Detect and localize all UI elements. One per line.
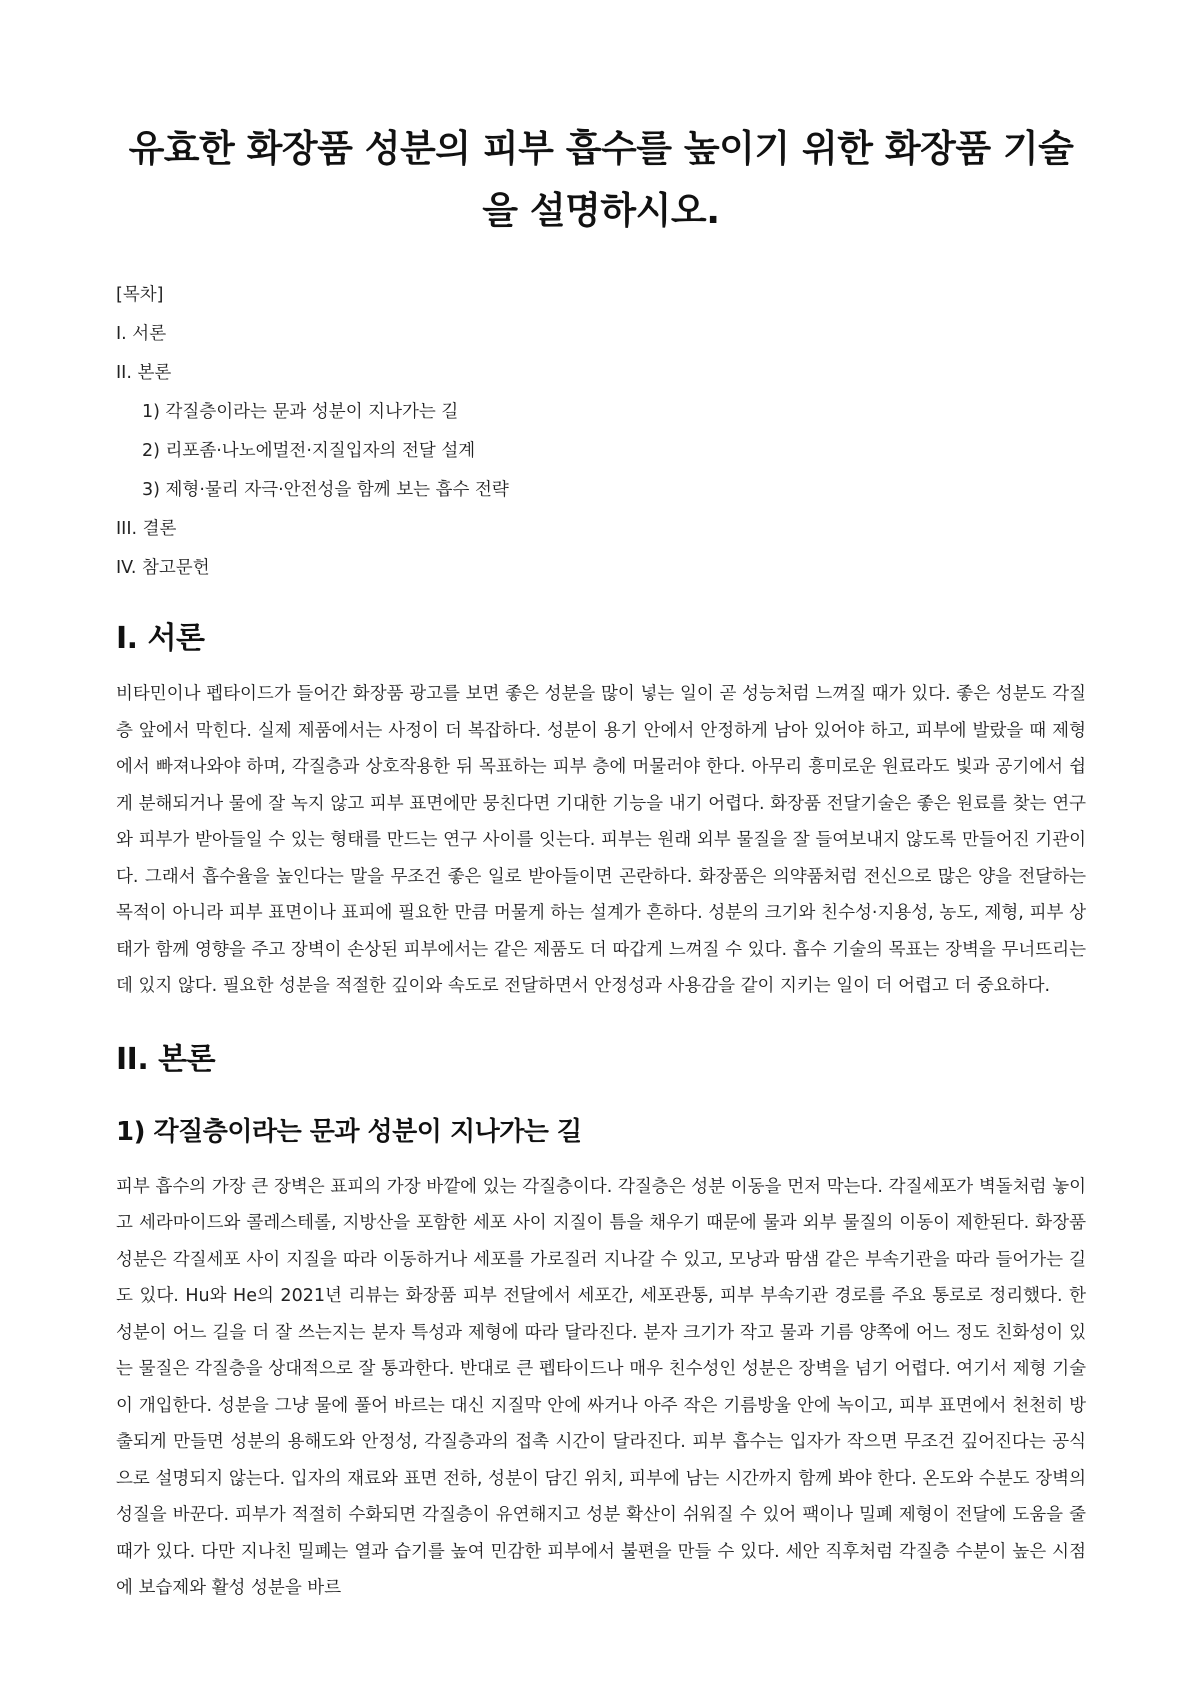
document-title: 유효한 화장품 성분의 피부 흡수를 높이기 위한 화장품 기술을 설명하시오. [128,127,1074,232]
intro-heading: I. 서론 [116,621,205,656]
intro-paragraph: 비타민이나 펩타이드가 들어간 화장품 광고를 보면 좋은 성분을 많이 넣는 일이 곧 성능처럼 느껴질 때가 있다. 좋은 성분도 각질층 앞에서 막힌다. 실제 제품에서는 사정이 더 복잡하다. 성분이 용기 안에서 안정하게 남아 있어야 하고, 피부에 발랐을 때 제형에서 빠져나와야 하며, 각질층과 상호작용한 뒤 목표하는 피부 층에 머물러야 한다. 아무리 흥미로운 원료라도 빛과 공기에서 쉽게 분해되거나 물에 잘 녹지 않고 피부 표면에만 뭉친다면 기대한 기능을 내기 어렵다. 화장품 전달기술은 좋은 원료를 찾는 연구와 피부가 받아들일 수 있는 형태를 만드는 연구 사이를 잇는다. 피부는 원래 외부 물질을 잘 들여보내지 않도록 만들어진 기관이다. 그래서 흡수율을 높인다는 말을 무조건 좋은 일로 받아들이면 곤란하다. 화장품은 의약품처럼 전신으로 많은 양을 전달하는 목적이 아니라 피부 표면이나 표피에 필요한 만큼 머물게 하는 설계가 흔하다. 성분의 크기와 친수성·지용성, 농도, 제형, 피부 상태가 함께 영향을 주고 장벽이 손상된 피부에서는 같은 제품도 더 따갑게 느껴질 수 있다. 흡수 기술의 목표는 장벽을 무너뜨리는 데 있지 않다. 필요한 성분을 적절한 깊이와 속도로 전달하면서 안정성과 사용감을 같이 지키는 일이 더 어렵고 더 중요하다. [116,684,1086,996]
spacer [116,1097,1086,1109]
toc-item-intro: I. 서론 [116,324,167,344]
toc-item-conclusion: III. 결론 [116,519,177,539]
toc-item-references: IV. 참고문헌 [116,558,210,578]
toc-item-body: II. 본론 [116,363,172,383]
toc-item-body-2: 2) 리포좀·나노에멀전·지질입자의 전달 설계 [142,441,476,461]
subsection-1-heading: 1) 각질층이라는 문과 성분이 지나가는 길 [116,1116,582,1147]
subsection-1-paragraph: 피부 흡수의 가장 큰 장벽은 표피의 가장 바깥에 있는 각질층이다. 각질층은 성분 이동을 먼저 막는다. 각질세포가 벽돌처럼 놓이고 세라마이드와 콜레스테롤, 지방산을 포함한 세포 사이 지질이 틈을 채우기 때문에 물과 외부 물질의 이동이 제한된다. 화장품 성분은 각질세포 사이 지질을 따라 이동하거나 세포를 가로질러 지나갈 수 있고, 모낭과 땀샘 같은 부속기관을 따라 들어가는 길도 있다. Hu와 He의 2021년 리뷰는 화장품 피부 전달에서 세포간, 세포관통, 피부 부속기관 경로를 주요 통로로 정리했다. 한 성분이 어느 길을 더 잘 쓰는지는 분자 특성과 제형에 따라 달라진다. 분자 크기가 작고 물과 기름 양쪽에 어느 정도 친화성이 있는 물질은 각질층을 상대적으로 잘 통과한다. 반대로 큰 펩타이드나 매우 친수성인 성분은 장벽을 넘기 어렵다. 여기서 제형 기술이 개입한다. 성분을 그냥 물에 풀어 바르는 대신 지질막 안에 싸거나 아주 작은 기름방울 안에 녹이고, 피부 표면에서 천천히 방출되게 만들면 성분의 용해도와 안정성, 각질층과의 접촉 시간이 달라진다. 피부 흡수는 입자가 작으면 무조건 깊어진다는 공식으로 설명되지 않는다. 입자의 재료와 표면 전하, 성분이 담긴 위치, 피부에 남는 시간까지 함께 봐야 한다. 온도와 수분도 장벽의 성질을 바꾼다. 피부가 적절히 수화되면 각질층이 유연해지고 성분 확산이 쉬워질 수 있어 팩이나 밀폐 제형이 전달에 도움을 줄 때가 있다. 다만 지나친 밀폐는 열과 습기를 높여 민감한 피부에서 불편을 만들 수 있다. 세안 직후처럼 각질층 수분이 높은 시점에 보습제와 활성 성분을 바르 [116,1176,1086,1598]
toc-item-body-1: 1) 각질층이라는 문과 성분이 지나가는 길 [142,402,459,422]
table-of-contents [116,276,1086,588]
toc-item-body-3: 3) 제형·물리 자극·안전성을 함께 보는 흡수 전략 [142,480,509,500]
body-heading: II. 본론 [116,1041,216,1077]
toc-header: [목차] [116,285,164,305]
